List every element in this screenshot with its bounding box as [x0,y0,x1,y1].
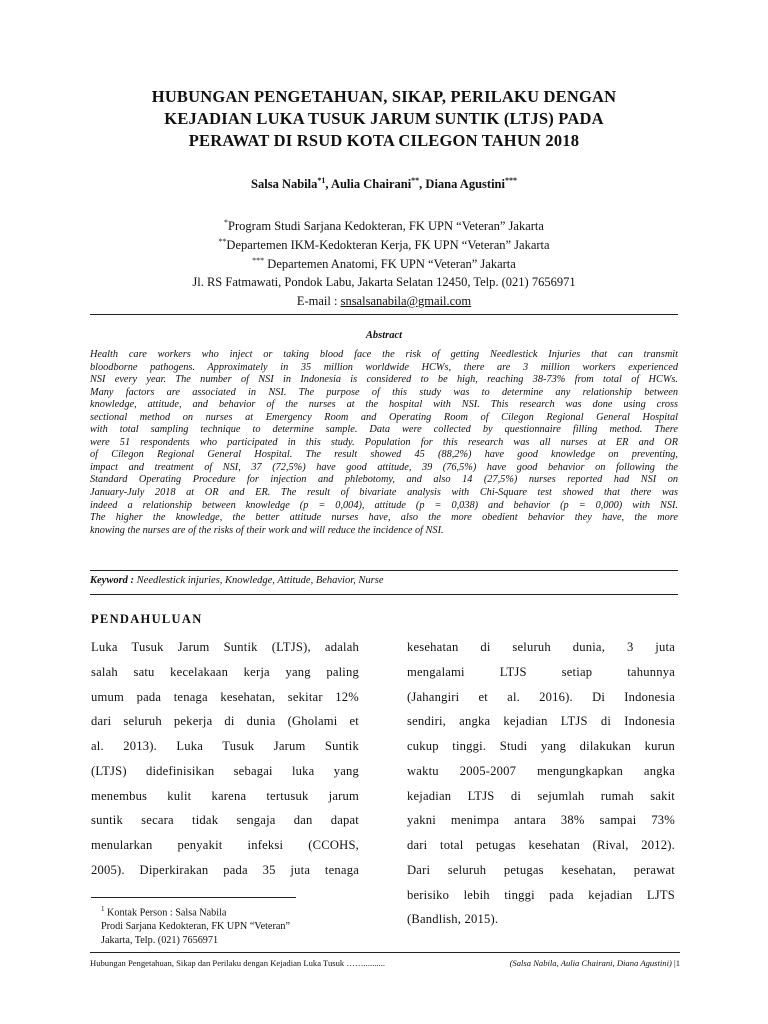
paper-title [90,86,678,152]
abstract-line: impact and treatment of NSI, 37 (72,5%) have good attitude, 39 (76,5%) have good behavior on following the [90,461,678,473]
author-mark: *1 [317,176,326,185]
keyword-label: Keyword : [90,575,137,586]
affiliation-text: Departemen Anatomi, FK UPN “Veteran” Jakarta [264,257,516,272]
body-line: berisiko lebih tinggi pada kejadian LJTS [407,887,675,902]
footnote-text: Kontak Person : Salsa Nabila [104,907,227,919]
abstract-body [90,349,678,537]
author-name: Salsa Nabila [251,177,318,192]
affiliation-mark: *** [252,256,265,265]
title-line: PERAWAT DI RSUD KOTA CILEGON TAHUN 2018 [188,131,580,150]
affiliation [90,252,678,273]
abstract-line: bloodborne pathogens. Approximately in 35 million worldwide HCWs, there are 3 million workers experienced [90,361,678,373]
body-line: kejadian LTJS di sejumlah rumah sakit [407,788,675,803]
body-line: dari seluruh pekerja di dunia (Gholami et [91,714,359,729]
body-line: 2005). Diperkirakan pada 35 juta tenaga [91,862,359,877]
abstract-line: NSI every year. The number of NSI in Indonesia is considered to be high, reaching 38-73% from total of HCWs. [90,374,678,386]
abstract-line: The higher the knowledge, the better attitude nurses have, also the more obedient behavior they have, the more [90,512,678,524]
body-line: kesehatan di seluruh dunia, 3 juta [407,640,675,654]
divider [90,314,678,315]
abstract-line: were 51 respondents who participated in this study. Population for this research was all nurses at ER and OR [90,436,678,448]
body-line: al. 2013). Luka Tusuk Jarum Suntik [91,739,359,753]
divider [90,594,678,595]
abstract-line: January-July 2018 at OR and ER. The result of bivariate analysis with Chi-Square test showed that there was [90,487,678,499]
body-line: yakni menimpa antara 38% sampai 73% [407,813,675,828]
author-separator: , [419,177,426,192]
author-list [90,176,678,192]
divider [90,570,678,571]
abstract-line: indeed a relationship between knowledge (p = 0,004), attitude (p = 0,038) and behavior (p = 0,000) with NSI. [90,499,678,511]
footnote-rule [91,897,296,898]
keyword-text: Needlestick injuries, Knowledge, Attitude, Behavior, Nurse [136,575,384,586]
abstract-line: sectional method on nurses at Emergency Room and Operating Room of Cilegon Regional General Hospital [90,411,678,423]
footnote-line: Prodi Sarjana Kedokteran, FK UPN “Veteran” [101,921,290,933]
body-line: mengalami LTJS setiap tahunnya [407,664,675,679]
keyword-line [90,575,678,586]
author-mark: ** [411,176,420,185]
abstract-line: Standard Operating Procedure for injection and phlebotomy, and also 14 (27,5%) nurses reported had NSI on [90,474,678,486]
author-mark: *** [504,176,517,185]
author-name: Aulia Chairani [330,177,412,192]
abstract-line: knowing the nurses are of the risks of their work and will reduce the incidence of NSI. [90,524,444,536]
body-line: salah satu kecelakaan kerja yang paling [91,664,359,679]
footer-authors: (Salsa Nabila, Aulia Chairani, Diana Agustini) [509,958,672,968]
affiliation-text: Program Studi Sarjana Kedokteran, FK UPN “Veteran” Jakarta [228,219,544,234]
body-line: dari total petugas kesehatan (Rival, 2012). [407,838,675,852]
body-line: (Jahangiri et al. 2016). Di Indonesia [407,689,675,704]
body-line: cukup tinggi. Studi yang dilakukan kurun [407,739,675,753]
footnote [101,902,290,948]
abstract-title: Abstract [365,330,403,341]
footer-running-title: Hubungan Pengetahuan, Sikap dan Perilaku dengan Kejadian Luka Tusuk …….......... [90,958,386,968]
abstract-line: Many factors are associated in NSI. The purpose of this study was to determine any relationship between [90,386,678,398]
affiliation-mark: * [224,218,229,227]
body-line: waktu 2005-2007 mengungkapkan angka [407,763,675,778]
email-link[interactable]: snsalsanabila@gmail.com [340,294,472,308]
author-separator: , [325,177,331,192]
footnote-mark: 1 [101,905,105,913]
right-column [407,635,675,932]
body-line: sendiri, angka kejadian LTJS di Indonesia [407,714,675,729]
abstract-line: knowledge, attitude, and behavior of the nurses at the hospital with NSI. This research was done using cross [90,399,678,411]
abstract-line: with total sampling technique to determine sample. Data were collected by questionnaire filling method. There [90,424,678,436]
footer-authors-page [510,958,680,968]
body-line: (Bandlish, 2015). [407,912,499,927]
email-line [90,292,678,310]
footer-rule [90,952,680,953]
author-name: Diana Agustini [425,177,505,192]
abstract-line: of Cilegon Regional General Hospital. The result showed 45 (88,2%) have good knowledge on preventing, [90,449,678,461]
body-line: menularkan penyakit infeksi (CCOHS, [91,838,359,852]
page-number: |1 [671,958,680,968]
address: Jl. RS Fatmawati, Pondok Labu, Jakarta Selatan 12450, Telp. (021) 7656971 [192,275,576,289]
left-column [91,635,359,883]
title-line: HUBUNGAN PENGETAHUAN, SIKAP, PERILAKU DENGAN [151,87,617,106]
body-line: Luka Tusuk Jarum Suntik (LTJS), adalah [91,640,359,654]
affiliation-mark: ** [218,237,227,246]
footnote-line [101,902,290,920]
body-line: Dari seluruh petugas kesehatan, perawat [407,862,675,877]
abstract-line: Health care workers who inject or taking blood face the risk of getting Needlestick Injuries that can transmit [90,349,678,360]
affiliation-text: Departemen IKM-Kedokteran Kerja, FK UPN “Veteran” Jakarta [226,238,550,253]
section-heading: PENDAHULUAN [91,612,203,626]
affiliation [90,214,678,235]
footnote-line: Jakarta, Telp. (021) 7656971 [101,935,219,947]
body-line: suntik secara tidak sengaja dan dapat [91,813,359,828]
body-line: umum pada tenaga kesehatan, sekitar 12% [91,689,359,704]
body-line: menembus kulit karena tertusuk jarum [91,788,359,803]
affiliation [90,233,678,254]
body-line: (LTJS) didefinisikan sebagai luka yang [91,763,359,778]
email-label: E-mail : [296,294,341,308]
title-line: KEJADIAN LUKA TUSUK JARUM SUNTIK (LTJS) PADA [164,109,604,128]
